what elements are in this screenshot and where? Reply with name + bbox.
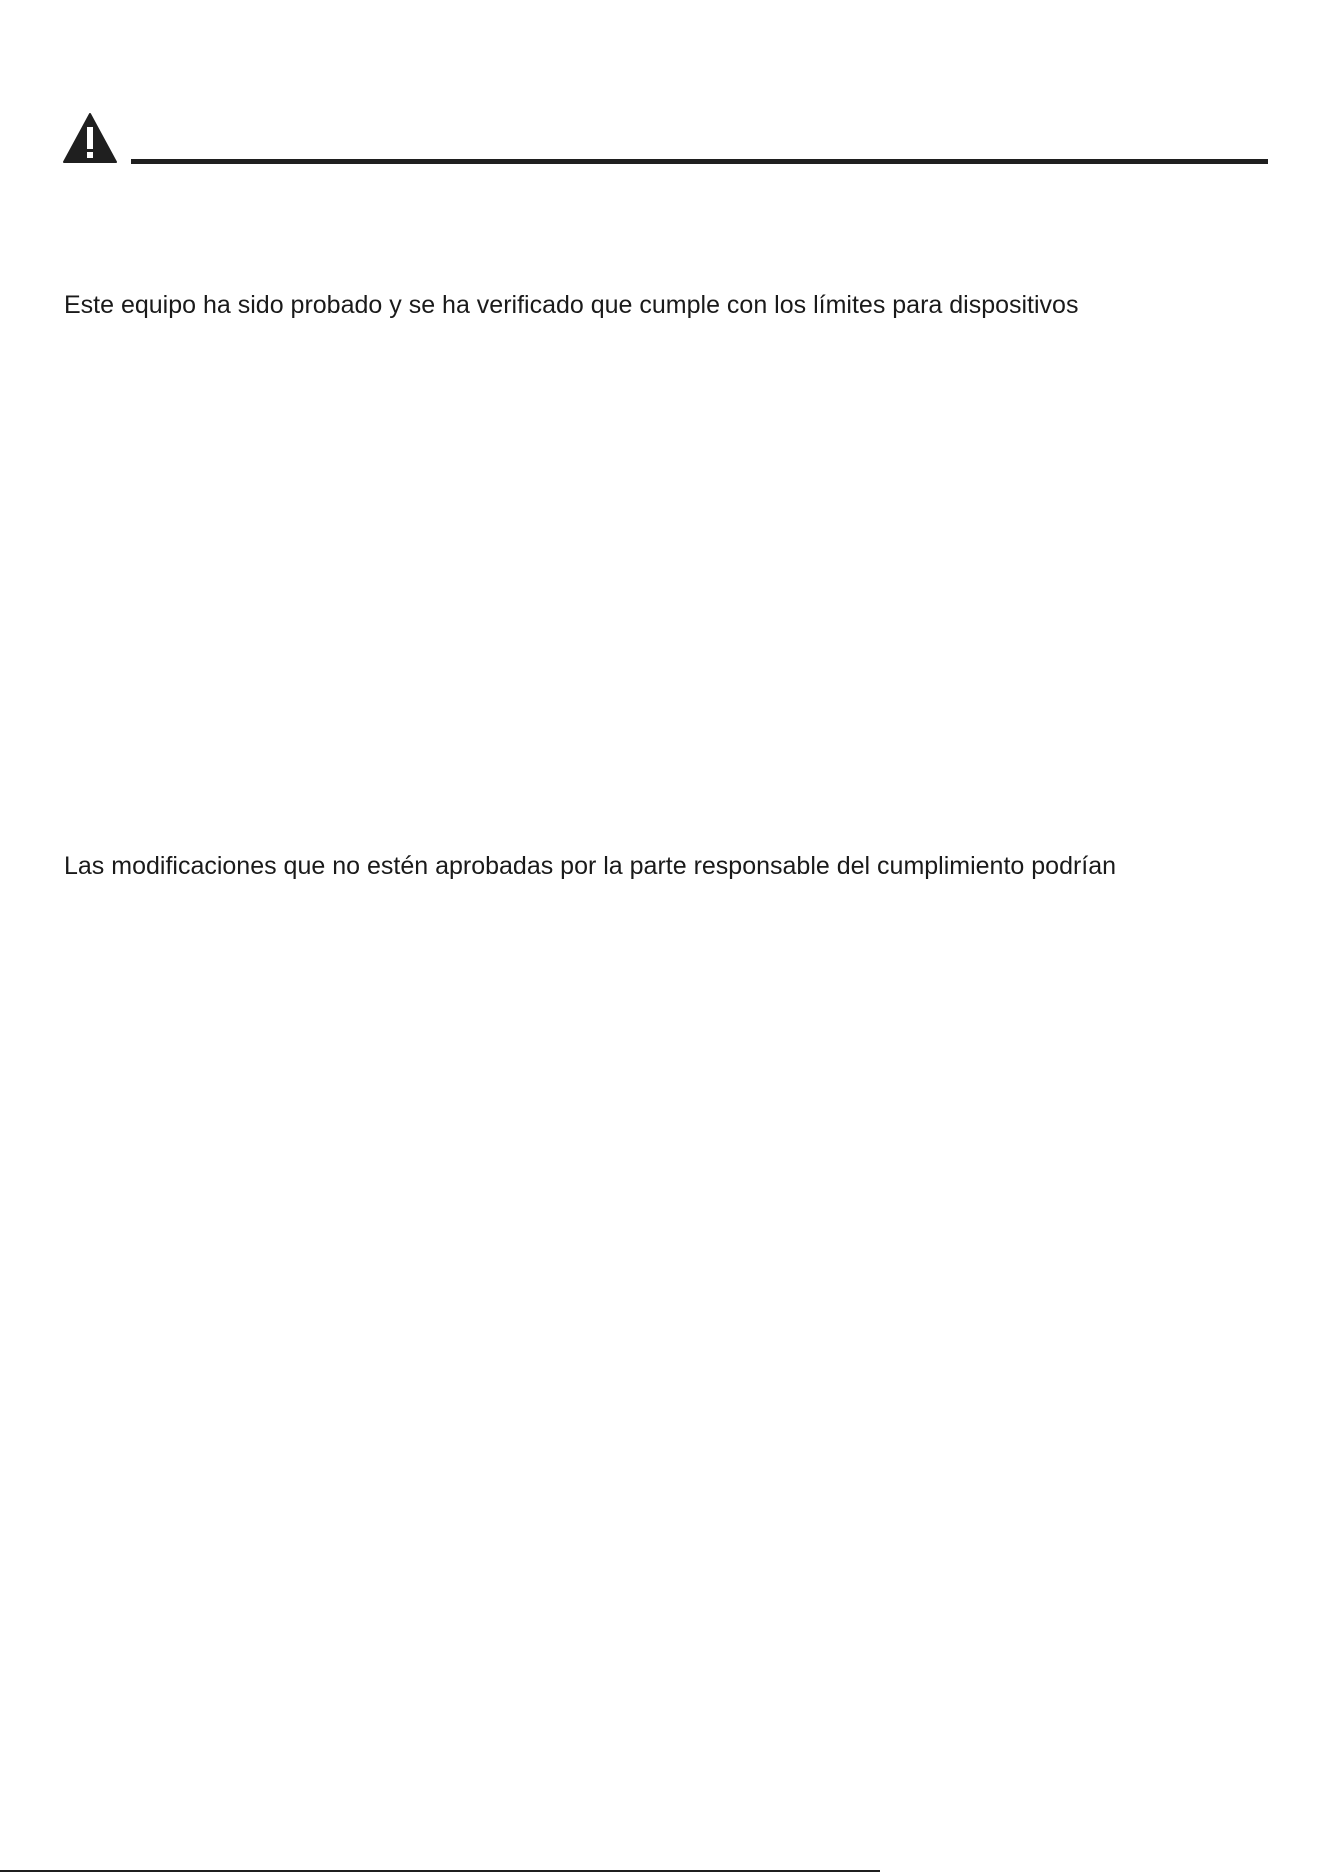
- warning-triangle-icon: [62, 112, 118, 164]
- paragraph-modifications: Las modificaciones que no estén aprobadas por la parte responsable del cumplimiento podrían: [64, 852, 1117, 880]
- header-rule: [131, 159, 1268, 164]
- paragraph-compliance: Este equipo ha sido probado y se ha verificado que cumple con los límites para dispositivos: [64, 291, 1079, 319]
